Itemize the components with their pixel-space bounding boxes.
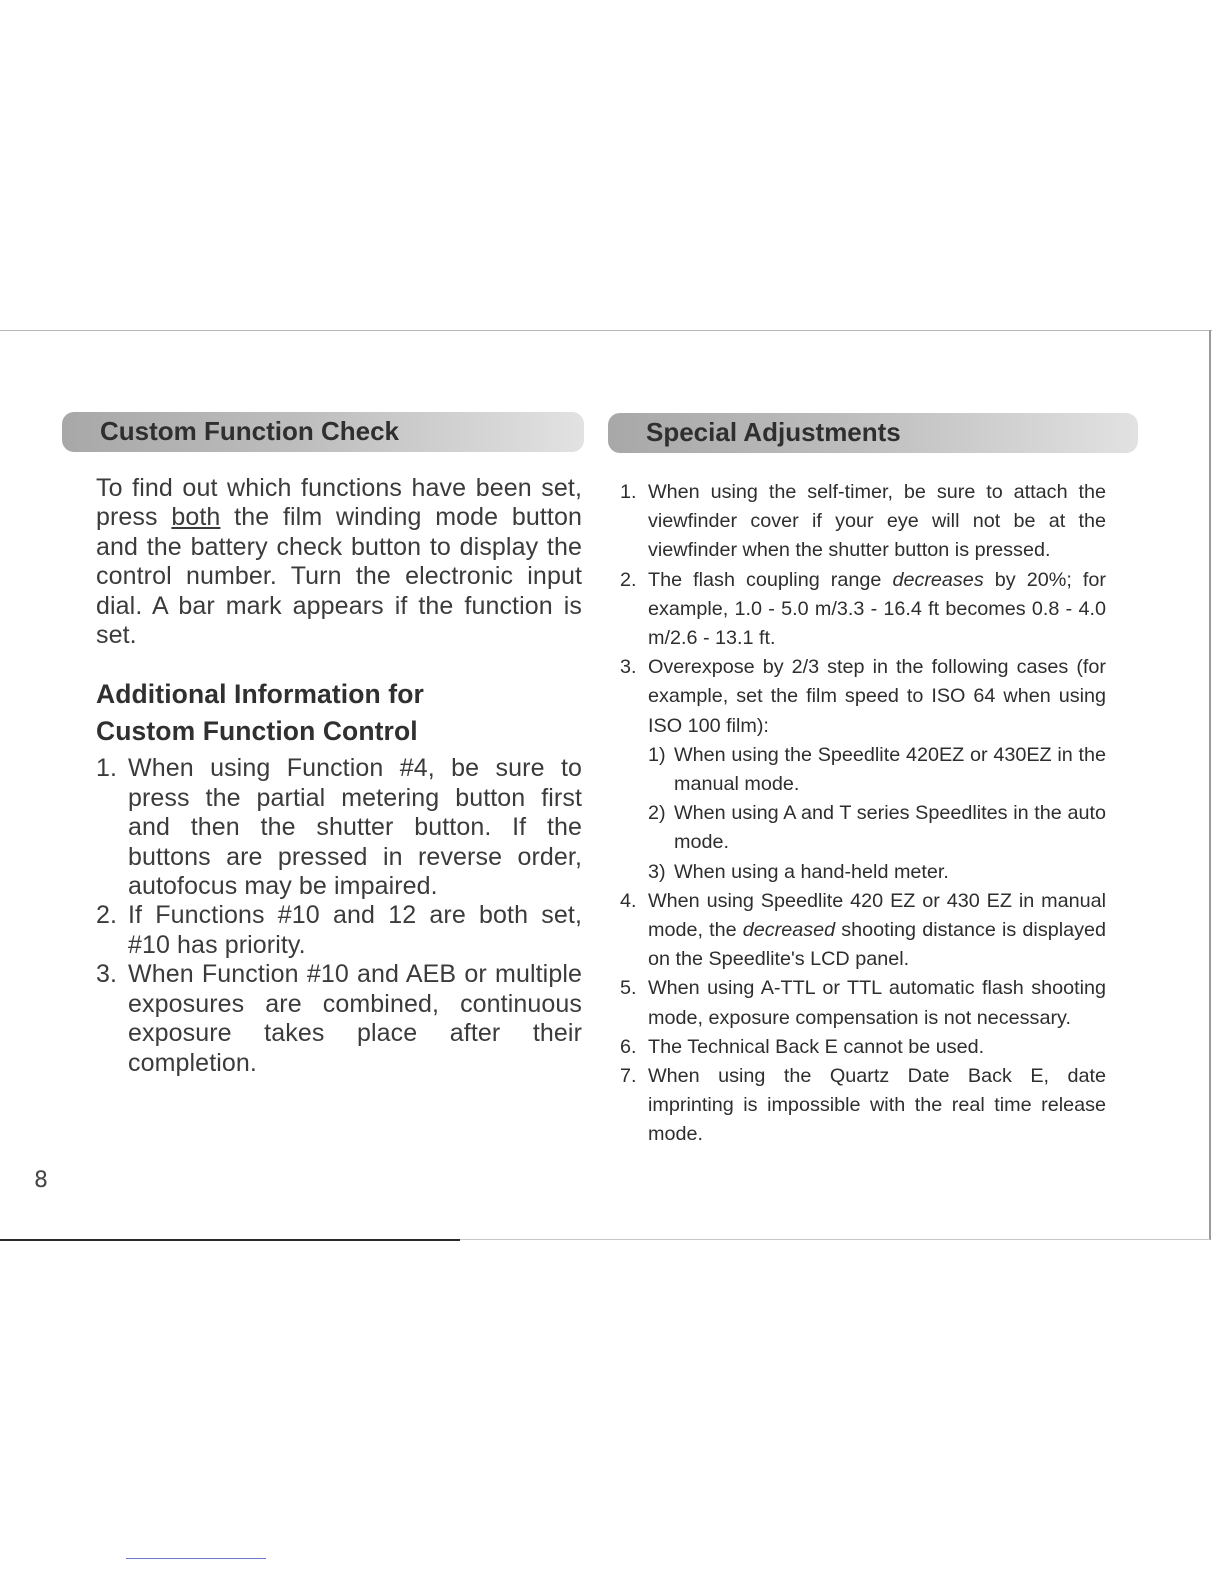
list-item-number: 1. [96,754,118,783]
subheading-line-1: Additional Information for [96,679,424,710]
emphasized-word: decreased [742,919,836,942]
list-item-number: 3. [96,960,118,989]
sub-list-item [648,799,1106,857]
list-item-text: by 20%; for example, 1.0 - 5.0 m/3.3 - 16.4 ft becomes 0.8 - 4.0 m/2.6 - 13.1 ft. [648,568,1106,650]
list-item-number: 7. [620,1065,637,1088]
emphasized-word: decreases [892,568,984,591]
page-frame-bottom-rule-faint [460,1239,1210,1240]
list-item [620,478,1106,566]
subheading-line-2: Custom Function Control [96,716,418,747]
intro-text-end: the film winding mode button and the battery check button to display the control number. Turn the electronic input dial. A bar mark appears if the function is set. [96,503,582,650]
list-item [96,754,582,901]
list-item-number: 1. [620,481,637,503]
list-item [620,1033,1106,1062]
list-item-text: shooting distance is displayed on the Speedlite's LCD panel. [648,919,1107,971]
sub-list-item-number: 1) [648,743,666,766]
sub-list-item-text: When using the Speedlite 420EZ or 430EZ in the manual mode. [674,743,1106,796]
list-item-number: 3. [620,656,637,679]
list-item-text: If Functions #10 and 12 are both set, #10 has priority. [128,901,582,959]
sub-list-item-number: 3) [648,860,666,883]
page-frame-top-rule [0,330,1212,331]
list-item-text: When using the self-timer, be sure to attach the viewfinder cover if your eye will not be at the viewfinder when the shutter button is pressed. [648,481,1106,562]
list-item-text: When using Speedlite 420 EZ or 430 EZ in manual mode, the [648,889,1106,942]
list-item-text: When using Function #4, be sure to press the partial metering button first and then the shutter button. If the buttons are pressed in reverse order, autofocus may be impaired. [128,754,582,901]
list-item [620,653,1106,887]
list-item-text: When using A-TTL or TTL automatic flash shooting mode, exposure compensation is not necessary. [648,977,1106,1029]
page-number: 8 [34,1168,48,1193]
list-item [620,566,1106,654]
page-frame-bottom-rule [0,1239,460,1241]
sub-list-item-number: 2) [648,802,666,825]
list-item [620,887,1106,975]
list-item-number: 2. [620,568,637,591]
special-adjustments-list [620,478,1106,1150]
sub-list-item [648,858,1106,887]
bottom-stub-line [126,1558,266,1559]
list-item [620,1062,1106,1150]
list-item-text: When Function #10 and AEB or multiple exposures are combined, continuous exposure takes place after their completion. [128,960,582,1077]
list-item [96,901,582,960]
list-item-text: The Technical Back E cannot be used. [648,1035,985,1058]
list-item-text: When using the Quartz Date Back E, date imprinting is impossible with the real time release mode. [648,1065,1106,1146]
special-adjustments-heading: Special Adjustments [646,417,901,447]
intro-text-start: To find out which functions have been set, press [96,474,582,532]
sub-list [648,741,1106,887]
list-item-text: Overexpose by 2/3 step in the following cases (for example, set the film speed to ISO 64 when using ISO 100 film): [648,656,1106,737]
additional-info-subheading [96,676,582,750]
custom-function-check-heading-bar [62,412,584,452]
sub-list-item [648,741,1106,799]
custom-function-check-heading: Custom Function Check [100,416,400,446]
list-item-number: 2. [96,901,118,930]
special-adjustments-heading-bar [608,413,1138,453]
intro-underlined-word: both [171,503,221,532]
page-frame-right-rule [1209,330,1211,1240]
list-item-number: 5. [620,977,637,1000]
additional-info-list [96,754,582,1077]
list-item-text: The flash coupling range [648,568,893,591]
list-item [96,960,582,1078]
sub-list-item-text: When using A and T series Speedlites in the auto mode. [674,802,1106,854]
left-column [96,474,582,1078]
intro-paragraph [96,474,582,650]
list-item-number: 4. [620,889,637,912]
right-column [620,478,1106,1150]
sub-list-item-text: When using a hand-held meter. [674,860,949,883]
list-item-number: 6. [620,1035,637,1058]
list-item [620,974,1106,1032]
